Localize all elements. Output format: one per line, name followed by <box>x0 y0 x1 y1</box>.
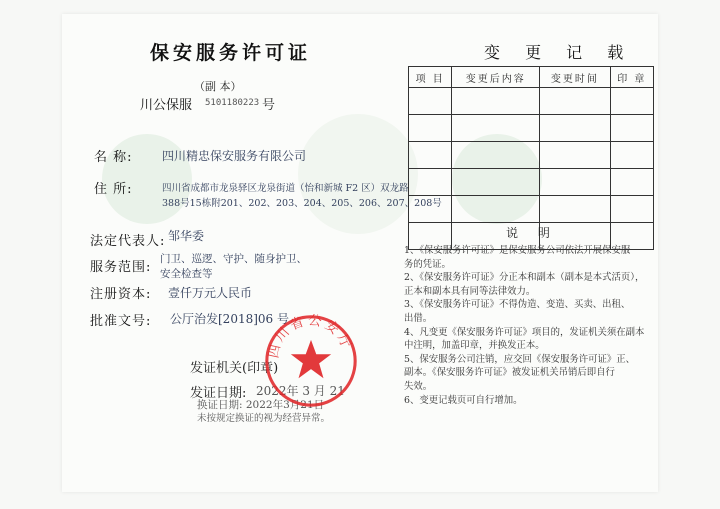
note-line: 2、《保安服务许可证》分正本和副本（副本是本式活页）， <box>404 272 645 284</box>
header-seal: 印 章 <box>610 67 653 88</box>
watermark-emblem-center <box>298 114 418 234</box>
note-line: 出借。 <box>404 313 433 324</box>
legal-rep-label: 法定代表人: <box>90 234 166 249</box>
table-cell <box>540 115 610 142</box>
table-row <box>409 142 654 169</box>
address-line-1: 四川省成都市龙泉驿区龙泉街道（怡和新城 F2 区）双龙路 <box>162 183 409 194</box>
table-cell <box>540 88 610 115</box>
cert-suffix: 号 <box>262 98 276 113</box>
table-cell <box>452 196 540 223</box>
table-cell <box>409 142 452 169</box>
cert-number: 5101180223 <box>205 98 260 108</box>
table-cell <box>610 115 653 142</box>
explain-title: 说 明 <box>506 226 558 240</box>
note-line: 4、凡变更《保安服务许可证》项目的，发证机关须在副本 <box>404 326 645 338</box>
table-row <box>409 115 654 142</box>
table-row <box>409 88 654 115</box>
note-line: 1、《保安服务许可证》是保安服务公司依法开展保安服 <box>404 245 631 256</box>
issue-date-label: 发证日期: <box>190 386 247 401</box>
cert-prefix: 川公保服 <box>140 98 193 113</box>
table-cell <box>610 169 653 196</box>
note-line: 5、保安服务公司注销，应交回《保安服务许可证》正、 <box>404 353 635 365</box>
capital-value: 壹仟万元人民币 <box>168 286 253 300</box>
scope-label: 服务范围: <box>90 260 152 275</box>
table-cell <box>409 115 452 142</box>
seal-text: 四川省公安厅 <box>266 313 355 360</box>
table-row <box>409 169 654 196</box>
note-line: 副本。《保安服务许可证》被发证机关吊销后即自行 <box>404 367 615 379</box>
table-cell <box>452 88 540 115</box>
note-line: 正本和副本具有同等法律效力。 <box>404 285 536 297</box>
changes-table-header-row <box>409 67 654 88</box>
official-seal <box>263 313 359 409</box>
changes-table <box>408 66 654 250</box>
table-cell <box>610 88 653 115</box>
scope-line-1: 门卫、巡逻、守护、随身护卫、 <box>160 253 307 265</box>
capital-label: 注册资本: <box>90 287 152 302</box>
legal-rep-value: 邹华委 <box>168 229 205 243</box>
issuer-label: 发证机关(印章) <box>190 361 279 376</box>
note-line: 中注明，加盖印章，并换发正本。 <box>404 340 545 352</box>
header-item: 项 目 <box>409 67 452 88</box>
changes-title: 变 更 记 载 <box>484 43 634 62</box>
note-line: 失效。 <box>404 381 433 392</box>
address-line-2: 388号15栋附201、202、203、204、205、206、207、208号 <box>162 198 442 209</box>
table-cell <box>540 169 610 196</box>
table-cell <box>409 196 452 223</box>
table-cell <box>409 88 452 115</box>
note-line: 3、《保安服务许可证》不得伪造、变造、买卖、出租、 <box>404 299 631 311</box>
renew-note: 未按规定换证的视为经营异常。 <box>197 413 331 424</box>
copy-label: （副 本） <box>194 80 242 93</box>
table-cell <box>610 142 653 169</box>
address-label: 住 所: <box>94 182 133 197</box>
note-line: 6、变更记载页可自行增加。 <box>404 394 523 406</box>
table-row <box>409 196 654 223</box>
table-cell <box>452 169 540 196</box>
table-cell <box>452 115 540 142</box>
note-line: 务的凭证。 <box>404 258 451 270</box>
document-title: 保安服务许可证 <box>150 42 312 64</box>
header-new-content: 变更后内容 <box>452 67 540 88</box>
approval-value: 公厅治发[2018]06 号 <box>170 312 289 326</box>
header-change-time: 变更时间 <box>540 67 610 88</box>
name-label: 名 称: <box>94 150 133 165</box>
table-cell <box>540 196 610 223</box>
approval-label: 批准文号: <box>90 314 152 329</box>
seal-star-icon <box>291 340 331 378</box>
issue-date-value: 2022年 3 月 21 <box>256 384 345 398</box>
renew-date: 换证日期: 2022年3月21日 <box>197 399 325 411</box>
table-cell <box>610 196 653 223</box>
table-cell <box>452 142 540 169</box>
table-cell <box>409 169 452 196</box>
scope-line-2: 安全检查等 <box>160 268 213 280</box>
name-value: 四川精忠保安服务有限公司 <box>162 149 307 163</box>
table-cell <box>540 142 610 169</box>
